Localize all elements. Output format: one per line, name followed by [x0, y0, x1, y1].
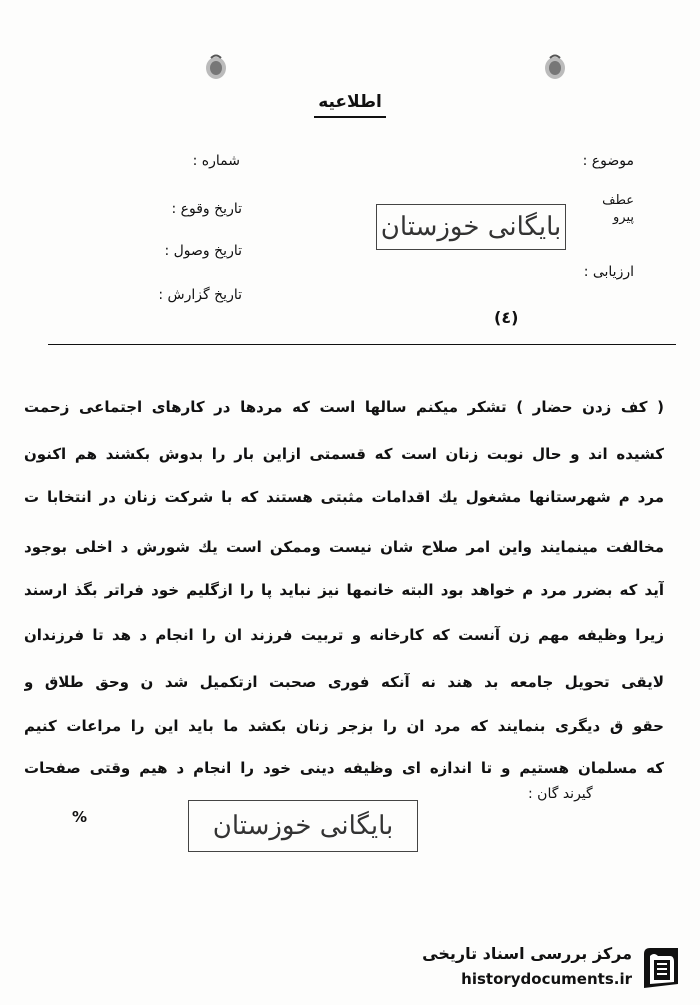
archive-logo-icon	[640, 944, 686, 992]
body-line: زیرا وظیفه مهم زن آنست که کارخانه و تربیت فرزند ان را انجام د هد تا فرزندان	[24, 626, 664, 644]
follow-field: پیرو	[613, 210, 634, 225]
body-line: که مسلمان هستیم و تا اندازه ای وظیفه دینی خود را انجام د هیم وقتی صفحات	[24, 759, 664, 777]
subject-field: موضوع :	[582, 153, 634, 169]
watermark-url: historydocuments.ir	[461, 970, 632, 988]
archive-stamp: بایگانی خوزستان	[376, 204, 566, 250]
number-field: شماره :	[192, 153, 240, 169]
watermark-title: مرکز بررسی اسناد تاریخی	[422, 944, 632, 963]
document-number: (٤)	[494, 308, 519, 327]
body-line: لایقی تحویل جامعه بد هند نه آنکه فوری صحبت ازتکمیل شد ن وحق طلاق و	[24, 673, 664, 691]
body-line: آید که بضرر مرد م خواهد بود البته خانمها نیز نباید پا را ازگلیم خود فراتر بگذ ارسند	[24, 581, 664, 599]
emblem-icon	[542, 52, 568, 82]
body-line: ( کف زدن حضار ) تشکر میکنم سالها است که مردها در کارهای اجتماعی زحمت	[24, 398, 664, 416]
ref-field: عطف	[602, 193, 634, 208]
archive-stamp: بایگانی خوزستان	[188, 800, 418, 852]
receipt-date-field: تاریخ وصول :	[164, 243, 242, 259]
body-line: مخالفت مینمایند واین امر صلاح شان نیست وممکن است یك شورش د اخلی بوجود	[24, 538, 664, 556]
document-title: اطلاعیه	[0, 92, 700, 112]
report-date-field: تاریخ گزارش :	[158, 287, 242, 303]
body-line: مرد م شهرستانها مشغول یك اقدامات مثبتی هستند که با شرکت زنان در انتخابا ت	[24, 488, 664, 506]
body-line: کشیده اند و حال نوبت زنان است که قسمتی ازاین بار را بدوش بکشند هم اکنون	[24, 445, 664, 463]
emblem-icon	[203, 52, 229, 82]
recipients-label: گیرند گان :	[528, 786, 593, 802]
body-line: حقو ق دیگری بنمایند که مرد ان را بزجر زنان بکشد ما باید این را مراعات کنیم	[24, 717, 664, 735]
percent-mark: %	[72, 808, 88, 826]
incident-date-field: تاریخ وقوع :	[171, 201, 242, 217]
header-divider	[48, 344, 676, 345]
evaluation-field: ارزیابی :	[583, 264, 634, 280]
